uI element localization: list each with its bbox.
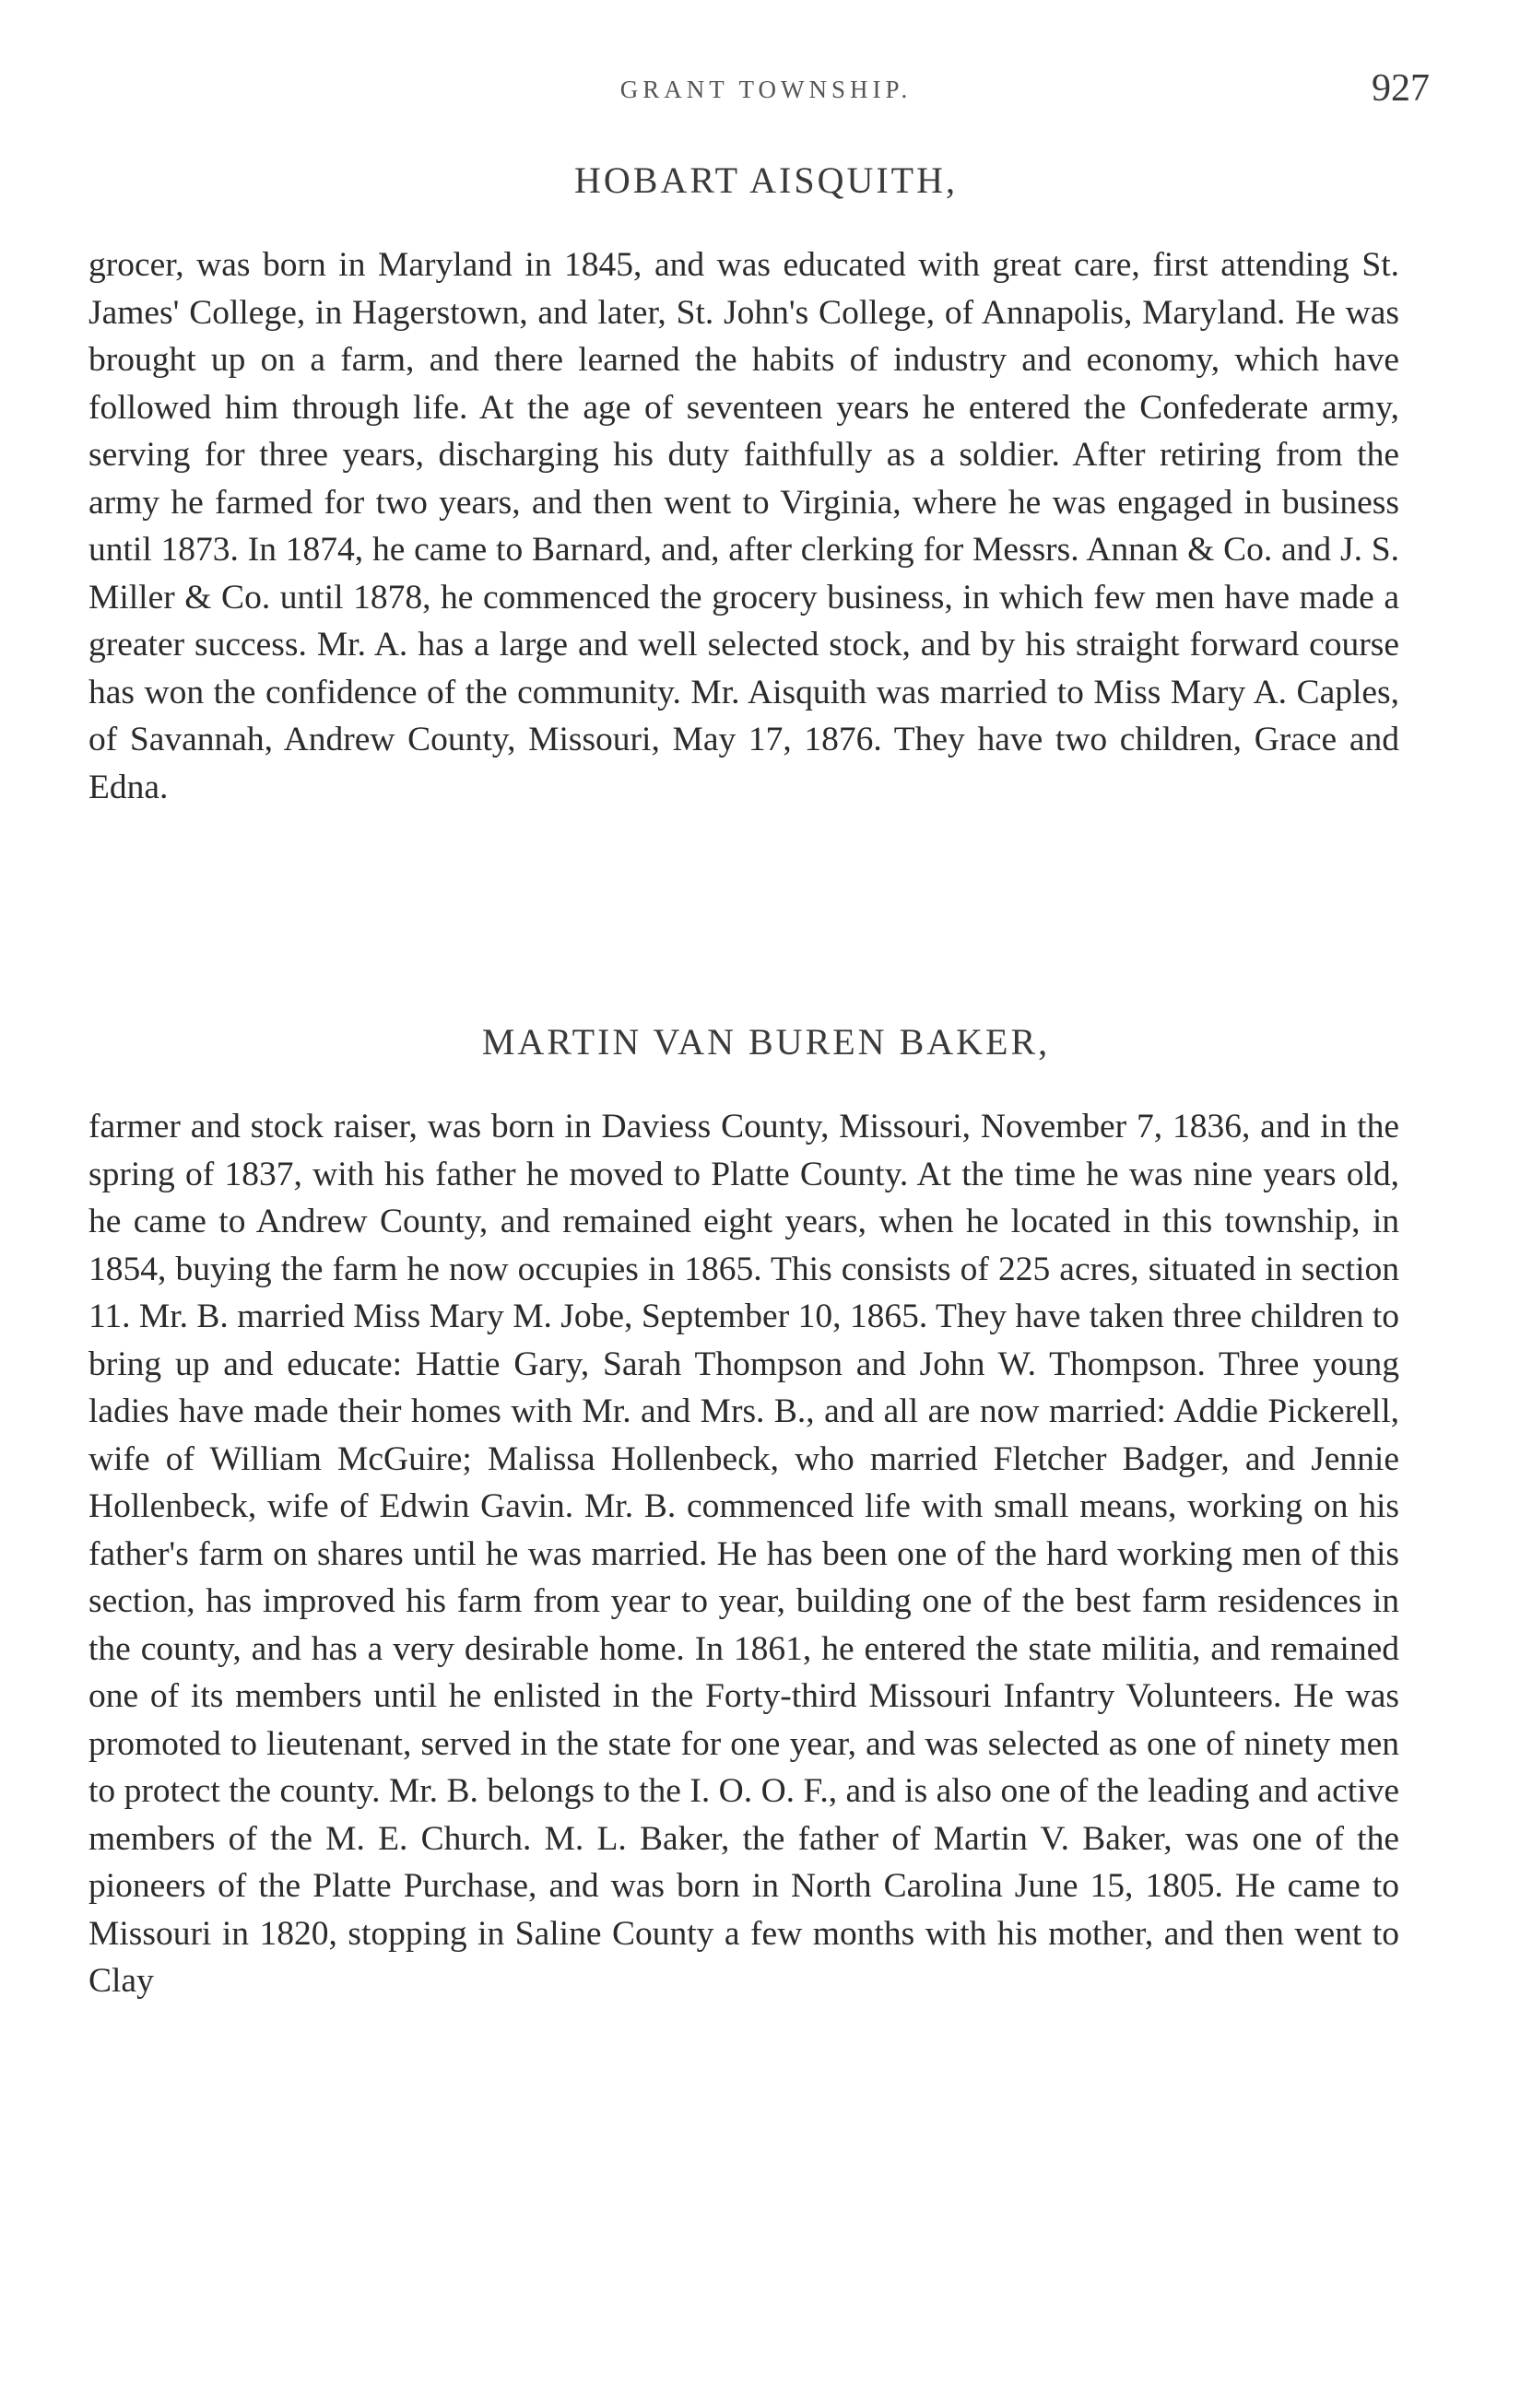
entry-heading-aisquith: HOBART AISQUITH, <box>574 159 958 201</box>
entry-heading-baker: MARTIN VAN BUREN BAKER, <box>481 1021 1051 1063</box>
entry-body-aisquith: grocer, was born in Maryland in 1845, and was educated with great care, first attending St. James' College, in Hagerstown, and later, St. John's College, of Annapolis, Maryland. He was brought up on a farm, and there learned the habits of industry and economy, which have followed him through life. At the age of seventeen years he entered the Confederate army, serving for three years, discharging his duty faithfully as a soldier. After retiring from the army he farmed for two years, and then went to Virginia, where he was engaged in business until 1873. In 1874, he came to Barnard, and, after clerking for Messrs. Annan & Co. and J. S. Miller & Co. until 1878, he commenced the grocery business, in which few men have made a greater success. Mr. A. has a large and well selected stock, and by his straight forward course has won the confidence of the community. Mr. Aisquith was married to Miss Mary A. Caples, of Savannah, Andrew County, Missouri, May 17, 1876. They have two children, Grace and Edna. <box>88 246 1399 806</box>
page-number: 927 <box>1372 67 1430 110</box>
running-head: GRANT TOWNSHIP. <box>619 76 913 103</box>
entry-body-baker: farmer and stock raiser, was born in Daviess County, Missouri, November 7, 1836, and in the spring of 1837, with his father he moved to Platte County. At the time he was nine years old, he came to Andrew County, and remained eight years, when he located in this township, in 1854, buying the farm he now occupies in 1865. This consists of 225 acres, situated in section 11. Mr. B. married Miss Mary M. Jobe, September 10, 1865. They have taken three children to bring up and educate: Hattie Gary, Sarah Thompson and John W. Thompson. Three young ladies have made their homes with Mr. and Mrs. B., and all are now married: Addie Pickerell, wife of William McGuire; Malissa Hollenbeck, who married Fletcher Badger, and Jennie Hollenbeck, wife of Edwin Gavin. Mr. B. commenced life with small means, working on his father's farm on shares until he was married. He has been one of the hard working men of this section, has improved his farm from year to year, building one of the best farm residences in the county, and has a very desirable home. In 1861, he entered the state militia, and remained one of its members until he enlisted in the Forty-third Missouri Infantry Volunteers. He was promoted to lieutenant, served in the state for one year, and was selected as one of ninety men to protect the county. Mr. B. belongs to the I. O. O. F., and is also one of the leading and active members of the M. E. Church. M. L. Baker, the father of Martin V. Baker, was one of the pioneers of the Platte Purchase, and was born in North Carolina June 15, 1805. He came to Missouri in 1820, stopping in Saline County a few months with his mother, and then went to Clay <box>88 1108 1399 2000</box>
